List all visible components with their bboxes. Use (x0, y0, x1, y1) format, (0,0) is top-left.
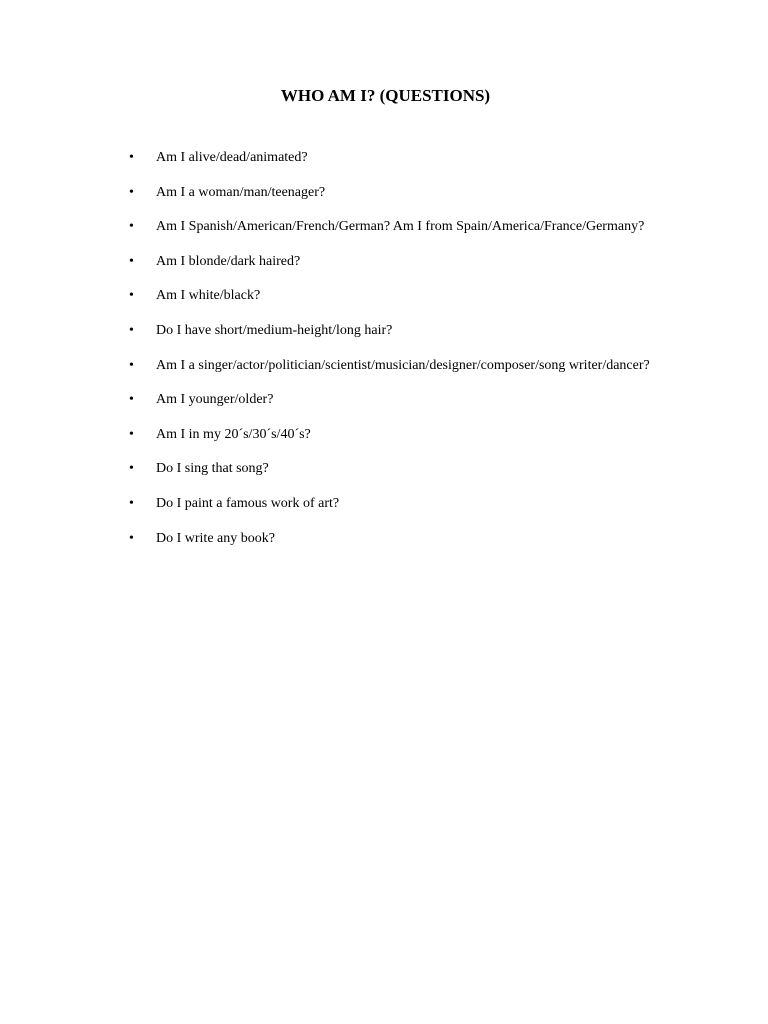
list-item (0, 383, 658, 417)
list-item (0, 452, 658, 486)
question-text: Am I a singer/actor/politician/scientist/musician/designer/composer/song writer/dancer? (156, 357, 650, 373)
bullet-icon: • (129, 495, 134, 511)
list-item (0, 245, 658, 279)
bullet-icon: • (129, 184, 134, 200)
bullet-icon: • (129, 288, 134, 304)
question-text: Am I alive/dead/animated? (156, 150, 308, 165)
bullet-icon: • (129, 357, 134, 373)
question-text: Am I younger/older? (156, 392, 274, 408)
question-text: Do I sing that song? (156, 461, 269, 477)
bullet-icon: • (129, 253, 134, 269)
question-text: Am I white/black? (156, 288, 261, 304)
bullet-icon: • (129, 392, 134, 408)
bullet-icon: • (129, 461, 134, 477)
list-item (0, 176, 658, 210)
question-list (0, 141, 768, 556)
list-item (0, 314, 658, 348)
question-text: Do I paint a famous work of art? (156, 495, 340, 511)
bullet-icon: • (129, 530, 134, 546)
list-item (0, 487, 658, 521)
list-item (0, 349, 658, 383)
list-item (0, 418, 658, 452)
bullet-icon: • (129, 150, 134, 165)
list-item (0, 522, 658, 556)
list-item (0, 141, 658, 175)
list-item (0, 279, 658, 313)
list-item (0, 210, 658, 244)
question-text: Am I Spanish/American/French/German? Am I from Spain/America/France/Germany? (156, 219, 645, 235)
question-text: Am I in my 20´s/30´s/40´s? (156, 426, 311, 442)
question-text: Do I write any book? (156, 530, 275, 546)
question-text: Do I have short/medium-height/long hair? (156, 322, 393, 338)
bullet-icon: • (129, 219, 134, 235)
bullet-icon: • (129, 322, 134, 338)
page-title: WHO AM I? (QUESTIONS) (280, 86, 491, 105)
question-text: Am I blonde/dark haired? (156, 253, 301, 269)
question-text: Am I a woman/man/teenager? (156, 184, 326, 200)
bullet-icon: • (129, 426, 134, 442)
